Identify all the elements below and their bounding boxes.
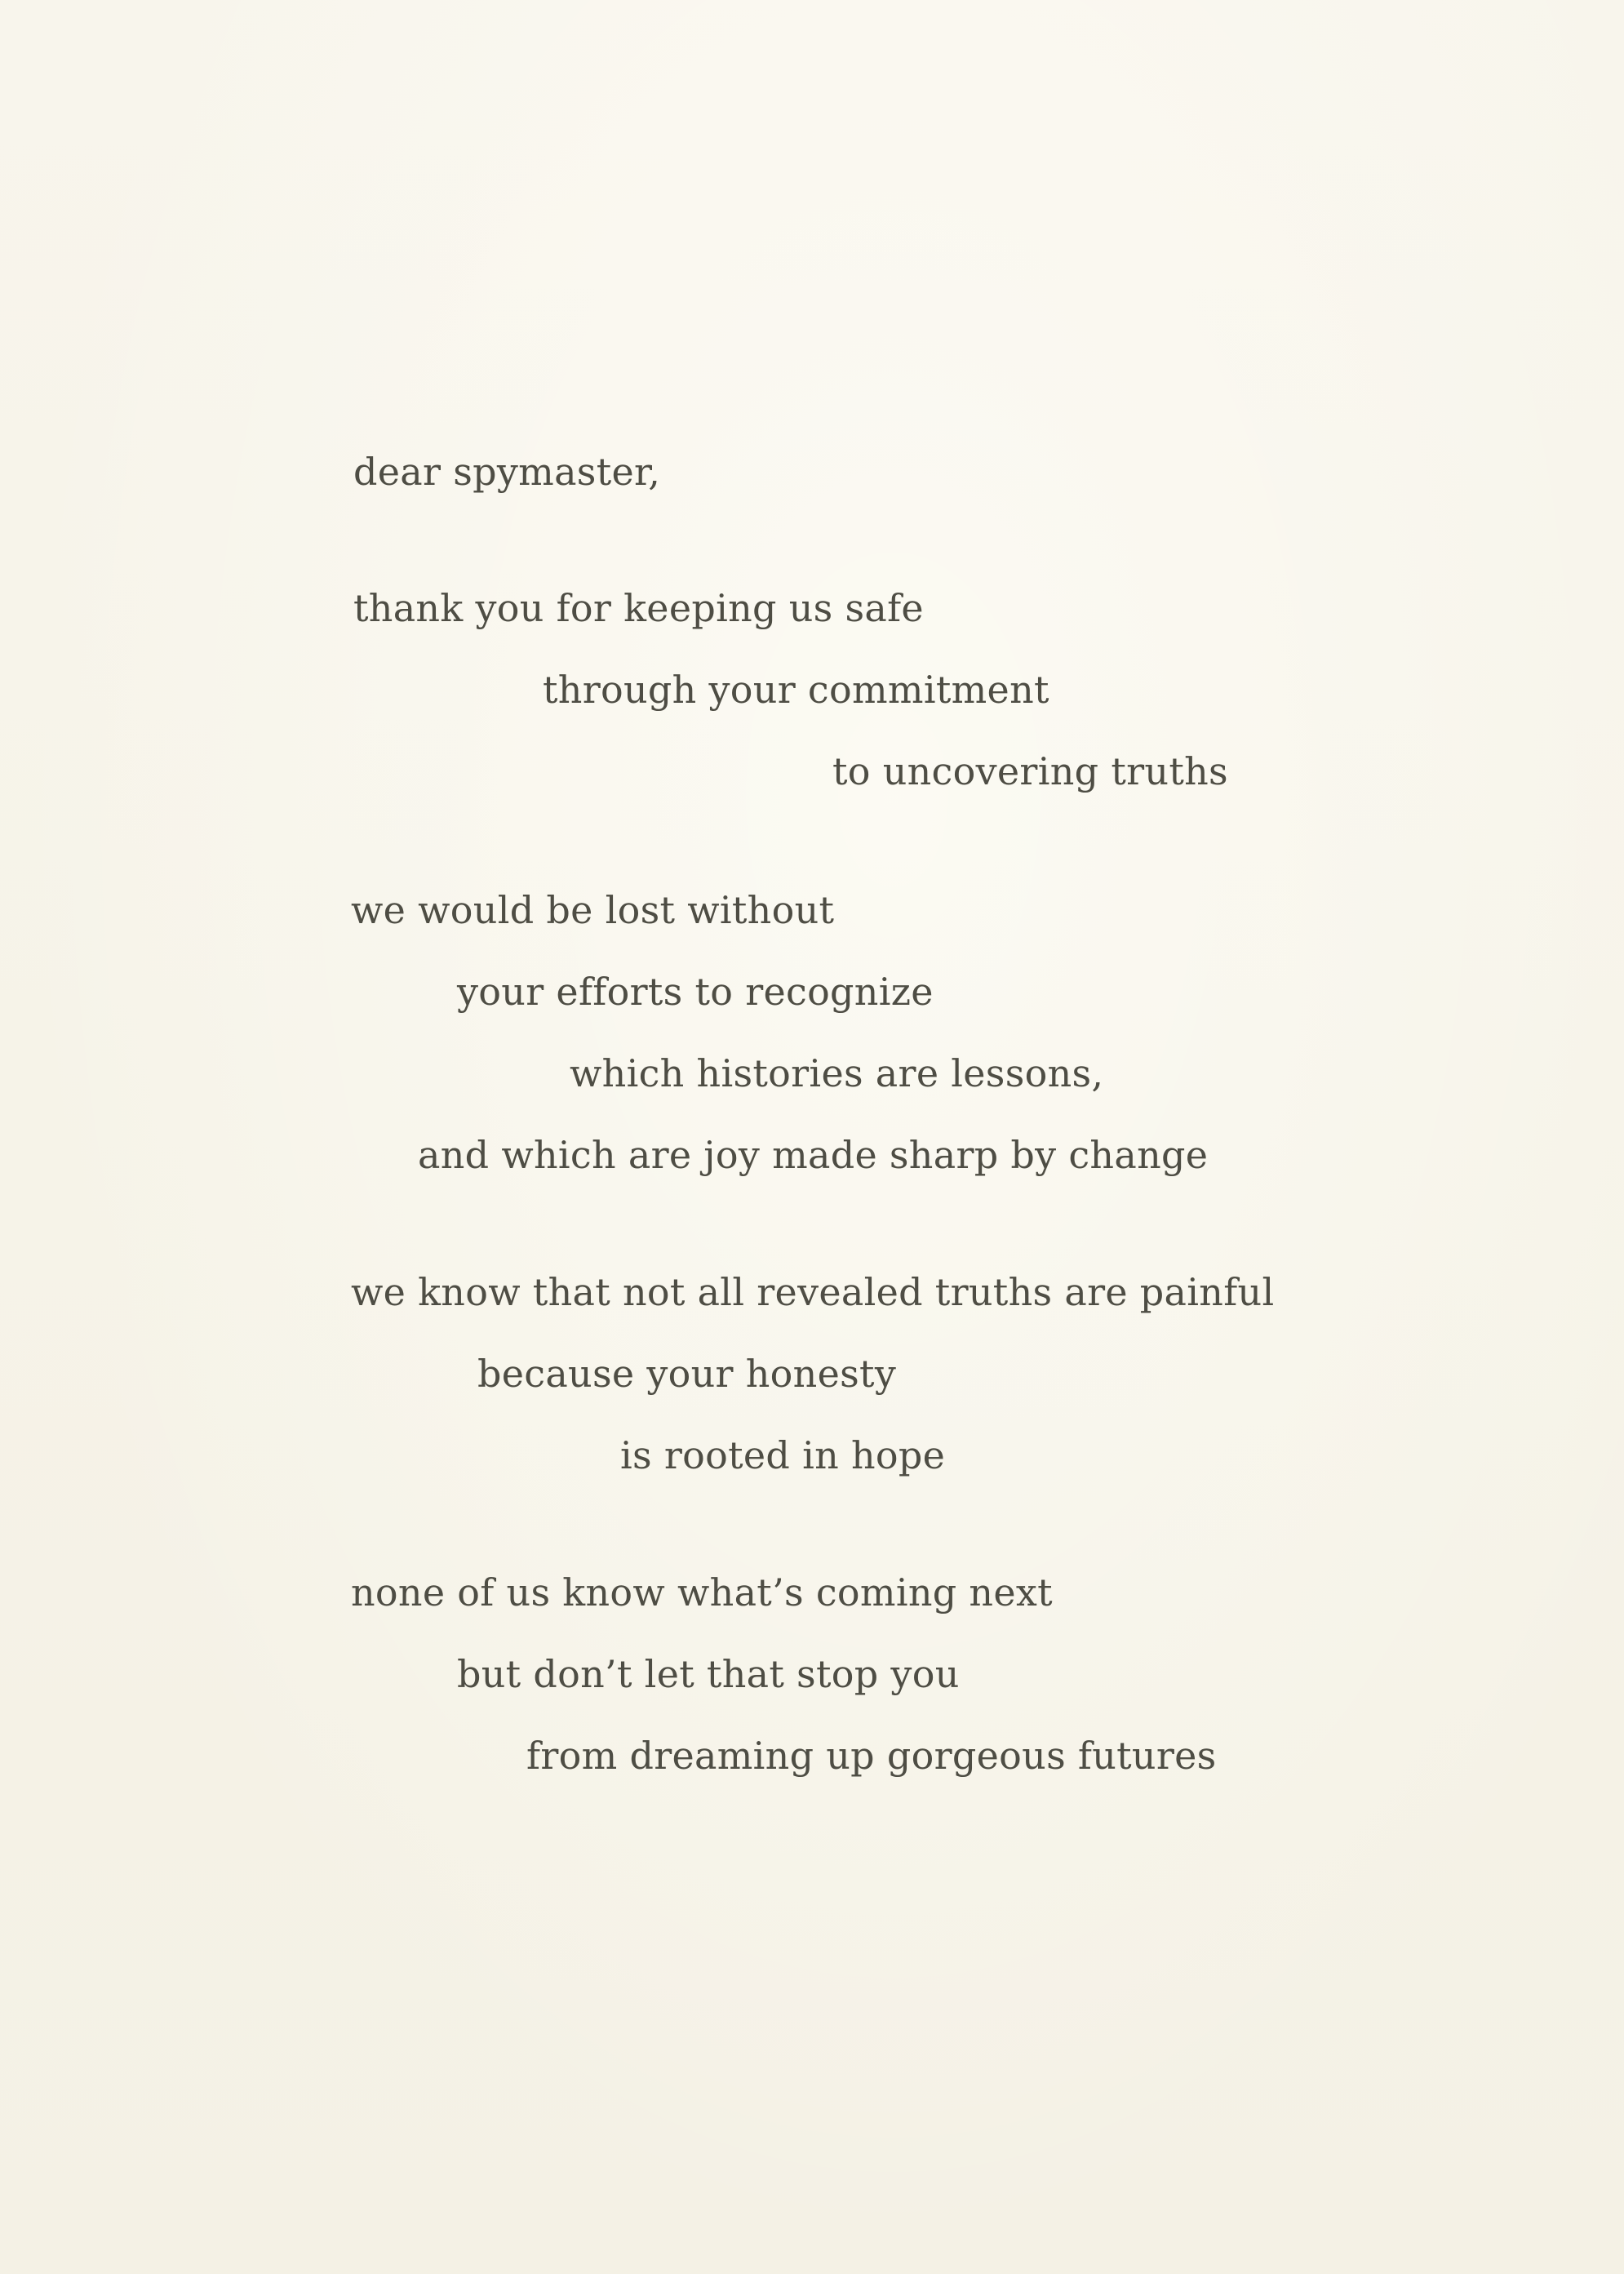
salutation: dear spymaster,: [353, 450, 661, 494]
stanza-4-line-2: but don’t let that stop you: [457, 1652, 960, 1696]
stanza-2-line-3: which histories are lessons,: [570, 1051, 1104, 1095]
stanza-1-line-2: through your commitment: [543, 668, 1049, 712]
stanza-3-line-3: is rooted in hope: [620, 1433, 946, 1477]
stanza-2-line-4: and which are joy made sharp by change: [418, 1133, 1209, 1177]
stanza-2-line-2: your efforts to recognize: [457, 970, 934, 1014]
stanza-3-line-2: because your honesty: [477, 1352, 897, 1396]
stanza-2-line-1: we would be lost without: [351, 888, 835, 932]
stanza-1-line-3: to uncovering truths: [832, 749, 1228, 793]
stanza-1-line-1: thank you for keeping us safe: [353, 586, 924, 630]
stanza-4-line-1: none of us know what’s coming next: [351, 1570, 1053, 1614]
stanza-4-line-3: from dreaming up gorgeous futures: [526, 1734, 1217, 1778]
stanza-3-line-1: we know that not all revealed truths are painful: [351, 1270, 1275, 1314]
